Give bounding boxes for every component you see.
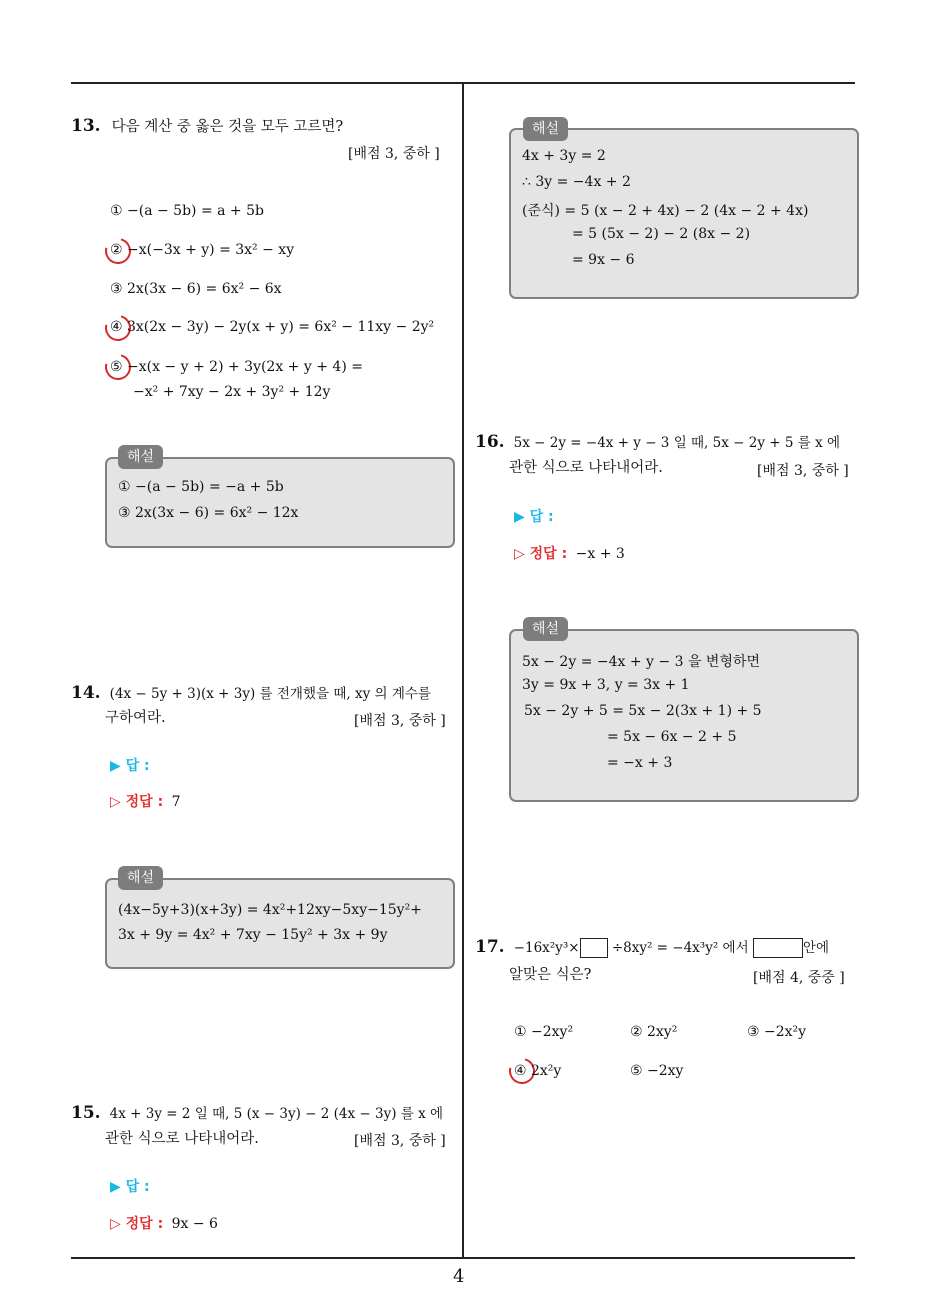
points-label: [배점 3, 중하 ] [354, 713, 446, 729]
points-label: [배점 4, 중중 ] [753, 970, 845, 986]
option-5: ⑤ −x(x − y + 2) + 3y(2x + y + 4) = [110, 359, 363, 375]
option-2: ② 2xy² [630, 1024, 678, 1040]
solution-box [105, 878, 455, 969]
question-text-cont: 알맞은 식은? [509, 967, 592, 983]
correct-answer [110, 1213, 218, 1233]
question-text-a: −16x²y³× [513, 940, 580, 956]
points-label: [배점 3, 중하 ] [757, 463, 849, 479]
page-number: 4 [453, 1266, 465, 1287]
question-text-cont: 관한 식으로 나타내어라. [105, 1131, 259, 1147]
solution-line: 4x + 3y = 2 [522, 148, 606, 164]
option-3: ③ −2x²y [747, 1024, 807, 1040]
solution-tag: 해설 [523, 117, 568, 141]
question-text: 5x − 2y = −4x + y − 3 일 때, 5x − 2y + 5 를 x 에 [513, 435, 841, 451]
question-text-c: 안에 [802, 940, 830, 956]
column-divider [462, 83, 464, 1259]
solution-line: = 5 (5x − 2) − 2 (8x − 2) [572, 226, 751, 242]
answer-label: ▶ 답 : [110, 758, 150, 774]
question-14 [71, 681, 461, 707]
answer-label: ▶ 답 : [514, 509, 554, 525]
question-text-b: ÷8xy² = −4x³y² 에서 [607, 940, 753, 956]
question-text: 4x + 3y = 2 일 때, 5 (x − 3y) − 2 (4x − 3y) 를 x 에 [109, 1106, 444, 1122]
answer-blank-box [753, 938, 803, 958]
question-text: 다음 계산 중 옳은 것을 모두 고르면? [111, 119, 344, 135]
solution-tag: 해설 [118, 445, 163, 469]
question-16 [475, 430, 865, 456]
correct-answer [514, 543, 625, 563]
solution-line: ③ 2x(3x − 6) = 6x² − 12x [118, 505, 299, 521]
question-text-cont: 관한 식으로 나타내어라. [509, 460, 663, 476]
points-label: [배점 3, 중하 ] [354, 1133, 446, 1149]
answer-label: ▶ 답 : [110, 1179, 150, 1195]
solution-line: (준식) = 5 (x − 2 + 4x) − 2 (4x − 2 + 4x) [522, 203, 809, 219]
solution-tag: 해설 [118, 866, 163, 890]
correct-value: 9x − 6 [171, 1216, 218, 1232]
option-4: ④ 2x²y [514, 1063, 562, 1079]
solution-line: 3y = 9x + 3, y = 3x + 1 [522, 677, 690, 693]
solution-box [105, 457, 455, 548]
solution-line: 5x − 2y = −4x + y − 3 을 변형하면 [522, 654, 761, 670]
solution-line: = −x + 3 [607, 755, 673, 771]
answer-blank-box [580, 938, 608, 958]
points-label: [배점 3, 중하 ] [348, 146, 440, 162]
solution-line: ∴ 3y = −4x + 2 [522, 174, 631, 190]
correct-value: −x + 3 [575, 546, 625, 562]
option-3: ③ 2x(3x − 6) = 6x² − 6x [110, 281, 282, 297]
question-number: 13. [71, 116, 101, 136]
correct-label: ▷ 정답 : [110, 1216, 164, 1232]
correct-label: ▷ 정답 : [110, 794, 164, 810]
option-2: ② −x(−3x + y) = 3x² − xy [110, 242, 295, 258]
solution-tag: 해설 [523, 617, 568, 641]
solution-line: 5x − 2y + 5 = 5x − 2(3x + 1) + 5 [524, 703, 762, 719]
option-1: ① −2xy² [514, 1024, 574, 1040]
option-1: ① −(a − 5b) = a + 5b [110, 203, 264, 219]
correct-answer [110, 791, 181, 811]
question-number: 14. [71, 683, 101, 703]
option-5: ⑤ −2xy [630, 1063, 684, 1079]
correct-label: ▷ 정답 : [514, 546, 568, 562]
question-17 [475, 935, 865, 961]
correct-value: 7 [171, 794, 181, 810]
solution-line: (4x−5y+3)(x+3y) = 4x²+12xy−5xy−15y²+ [118, 902, 422, 918]
option-5-continued: −x² + 7xy − 2x + 3y² + 12y [133, 384, 331, 400]
question-text-cont: 구하여라. [105, 710, 166, 726]
solution-line: ① −(a − 5b) = −a + 5b [118, 479, 284, 495]
question-number: 16. [475, 432, 505, 452]
solution-line: = 9x − 6 [572, 252, 635, 268]
question-number: 17. [475, 937, 505, 957]
solution-line: = 5x − 6x − 2 + 5 [607, 729, 737, 745]
question-13 [71, 114, 456, 140]
option-4: ④ 3x(2x − 3y) − 2y(x + y) = 6x² − 11xy − 2y² [110, 319, 435, 335]
question-15 [71, 1101, 461, 1127]
solution-line: 3x + 9y = 4x² + 7xy − 15y² + 3x + 9y [118, 927, 388, 943]
question-text: (4x − 5y + 3)(x + 3y) 를 전개했을 때, xy 의 계수를 [109, 686, 431, 702]
question-number: 15. [71, 1103, 101, 1123]
